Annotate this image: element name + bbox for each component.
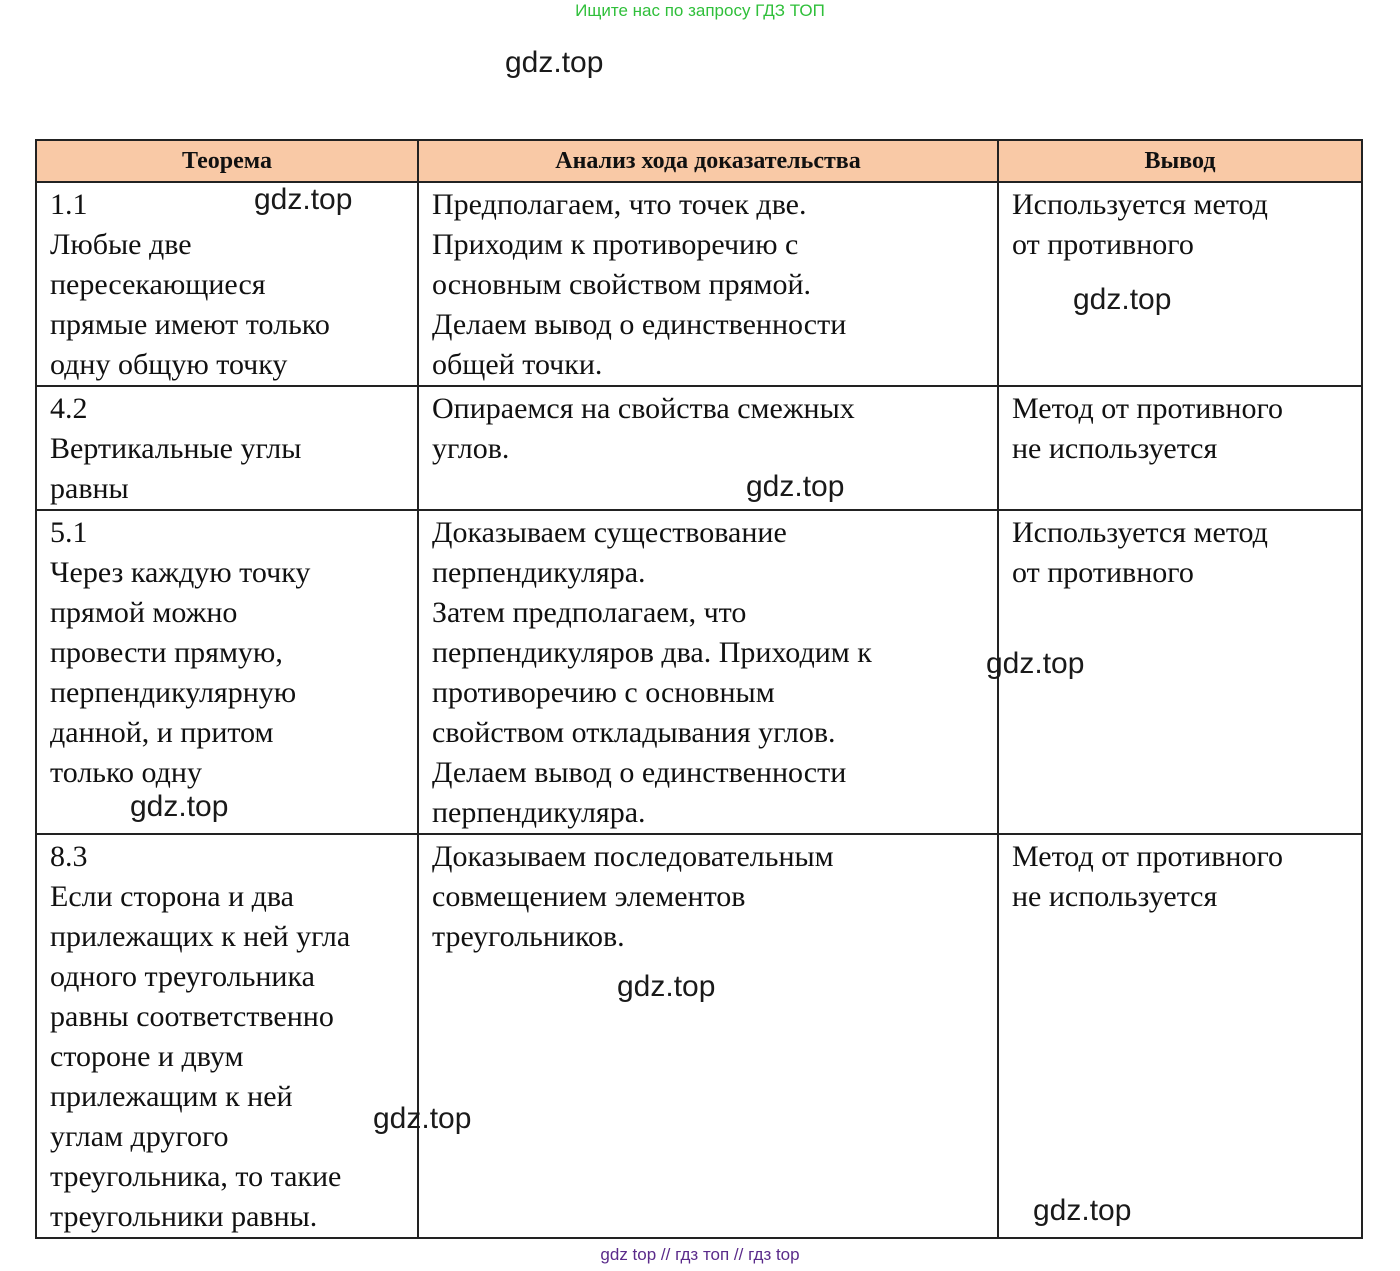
theorem-text-line: Вертикальные углы [50, 432, 302, 465]
header-conclusion: Вывод [998, 140, 1362, 182]
theorem-text-line: углам другого [50, 1120, 229, 1153]
analysis-text-line: противоречию с основным [432, 676, 775, 709]
theorem-cell [36, 182, 418, 386]
conclusion-text-line: от противного [1012, 556, 1194, 589]
theorem-text-line: Если сторона и два [50, 880, 294, 913]
conclusion-text-line: Используется метод [1012, 188, 1268, 221]
table-row [36, 510, 1362, 834]
analysis-text-line: перпендикуляров два. Приходим к [432, 636, 872, 669]
analysis-text-line: Опираемся на свойства смежных [432, 392, 855, 425]
theorem-text-line: прямые имеют только [50, 308, 330, 341]
watermark: gdz.top [1033, 1194, 1132, 1227]
analysis-text-line: Доказываем существование [432, 516, 787, 549]
theorem-text-line: прилежащим к ней [50, 1080, 293, 1113]
conclusion-cell [998, 386, 1362, 510]
theorem-text-line: одного треугольника [50, 960, 315, 993]
analysis-text-line: Делаем вывод о единственности [432, 756, 847, 789]
watermark: gdz.top [254, 183, 353, 216]
header-theorem: Теорема [36, 140, 418, 182]
theorem-text-line: прямой можно [50, 596, 238, 629]
theorem-text-line: данной, и притом [50, 716, 274, 749]
top-banner: Ищите нас по запросу ГДЗ ТОП [575, 1, 825, 20]
theorem-text-line: равны соответственно [50, 1000, 334, 1033]
watermark: gdz.top [373, 1102, 472, 1135]
watermark: gdz.top [617, 970, 716, 1003]
theorem-number: 1.1 [50, 188, 88, 221]
theorem-text-line: прилежащих к ней угла [50, 920, 351, 953]
theorem-number: 8.3 [50, 840, 88, 873]
footer-links: gdz top // гдз топ // гдз top [600, 1245, 800, 1264]
conclusion-cell [998, 834, 1362, 1238]
watermark: gdz.top [505, 46, 604, 79]
theorem-number: 5.1 [50, 516, 88, 549]
analysis-text-line: общей точки. [432, 348, 603, 381]
analysis-text-line: совмещением элементов [432, 880, 746, 913]
theorem-text-line: только одну [50, 756, 202, 789]
watermark: gdz.top [1073, 283, 1172, 316]
analysis-text-line: треугольников. [432, 920, 625, 953]
table-header-row [36, 140, 1362, 182]
table-row [36, 386, 1362, 510]
analysis-text-line: углов. [432, 432, 510, 465]
analysis-text-line: Приходим к противоречию с [432, 228, 799, 261]
theorem-number: 4.2 [50, 392, 88, 425]
theorem-text-line: треугольника, то такие [50, 1160, 342, 1193]
theorem-text-line: треугольники равны. [50, 1200, 318, 1233]
conclusion-text-line: от противного [1012, 228, 1194, 261]
header-analysis: Анализ хода доказательства [418, 140, 998, 182]
watermark: gdz.top [130, 790, 229, 823]
conclusion-cell [998, 182, 1362, 386]
analysis-text-line: свойством откладывания углов. [432, 716, 836, 749]
theorem-text-line: Любые две [50, 228, 192, 261]
watermark: gdz.top [746, 470, 845, 503]
conclusion-text-line: Используется метод [1012, 516, 1268, 549]
analysis-text-line: перпендикуляра. [432, 796, 646, 829]
conclusion-text-line: не используется [1012, 880, 1218, 913]
analysis-text-line: основным свойством прямой. [432, 268, 811, 301]
table-row [36, 834, 1362, 1238]
theorem-text-line: равны [50, 472, 129, 505]
theorem-text-line: одну общую точку [50, 348, 288, 381]
analysis-text-line: перпендикуляра. [432, 556, 646, 589]
watermark: gdz.top [986, 647, 1085, 680]
conclusion-text-line: Метод от противного [1012, 392, 1284, 425]
conclusion-text-line: не используется [1012, 432, 1218, 465]
theorem-text-line: пересекающиеся [50, 268, 266, 301]
analysis-cell [418, 182, 998, 386]
theorem-text-line: провести прямую, [50, 636, 283, 669]
theorem-cell [36, 386, 418, 510]
theorem-cell [36, 510, 418, 834]
theorem-text-line: Через каждую точку [50, 556, 311, 589]
analysis-text-line: Предполагаем, что точек две. [432, 188, 807, 221]
analysis-text-line: Затем предполагаем, что [432, 596, 747, 629]
theorem-text-line: перпендикулярную [50, 676, 297, 709]
analysis-text-line: Делаем вывод о единственности [432, 308, 847, 341]
analysis-cell [418, 510, 998, 834]
analysis-text-line: Доказываем последовательным [432, 840, 834, 873]
analysis-cell [418, 834, 998, 1238]
conclusion-text-line: Метод от противного [1012, 840, 1284, 873]
theorem-cell [36, 834, 418, 1238]
theorem-text-line: стороне и двум [50, 1040, 244, 1073]
analysis-cell [418, 386, 998, 510]
